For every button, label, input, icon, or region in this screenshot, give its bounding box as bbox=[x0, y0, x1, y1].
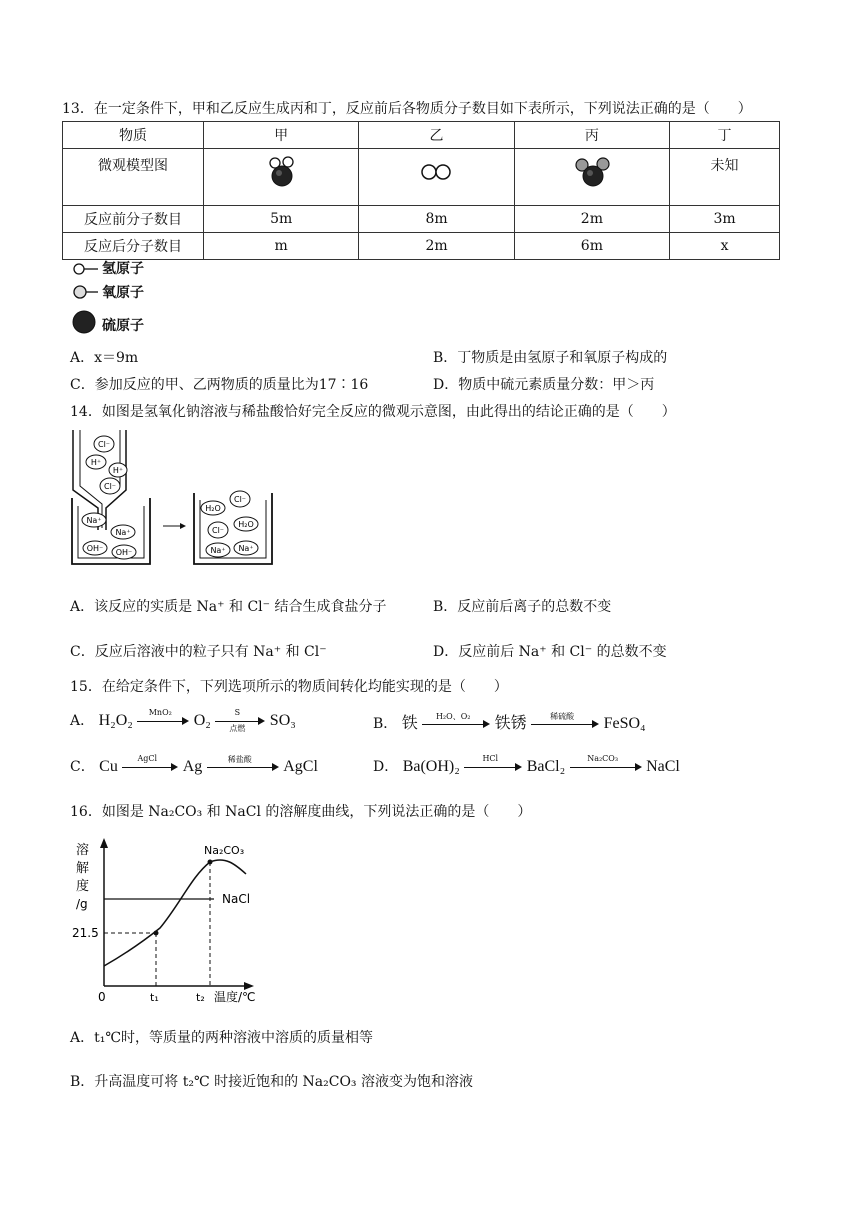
table-cell: 微观模型图 bbox=[63, 149, 204, 206]
table-cell: 反应前分子数目 bbox=[63, 206, 204, 233]
axis-label: 解 bbox=[76, 861, 90, 876]
arrow-condition: Na₂CO₃ bbox=[587, 754, 619, 763]
table-cell: 反应后分子数目 bbox=[63, 233, 204, 260]
ion-label: H⁺ bbox=[112, 466, 124, 475]
q16-option-b: B．升高温度可将 t₂℃ 时接近饱和的 Na₂CO₃ 溶液变为饱和溶液 bbox=[70, 1074, 473, 1090]
hydrogen-atom-icon bbox=[72, 261, 102, 277]
na2co3-label: Na₂CO₃ bbox=[204, 844, 245, 857]
ion-label: OH⁻ bbox=[86, 544, 104, 553]
q14-stem: 14．如图是氢氧化钠溶液与稀盐酸恰好完全反应的微观示意图，由此得出的结论正确的是（ ） bbox=[70, 404, 676, 420]
table-cell: x bbox=[670, 233, 780, 260]
ion-label: Cl⁻ bbox=[97, 440, 111, 449]
ion-label: H⁺ bbox=[90, 458, 102, 467]
q14-option-d: D．反应前后 Na⁺ 和 Cl⁻ 的总数不变 bbox=[433, 644, 667, 660]
ion-label: Cl⁻ bbox=[103, 482, 117, 491]
q13-option-c: C．参加反应的甲、乙两物质的质量比为17∶16 bbox=[70, 377, 369, 393]
table-row bbox=[63, 233, 780, 260]
q16-option-a: A．t₁℃时，等质量的两种溶液中溶质的质量相等 bbox=[70, 1030, 374, 1046]
ion-label: Na⁺ bbox=[115, 528, 131, 537]
ion-label: Na⁺ bbox=[238, 544, 254, 553]
q13-option-d: D．物质中硫元素质量分数：甲＞丙 bbox=[433, 377, 655, 393]
table-cell: 物质 bbox=[63, 122, 204, 149]
molecule-h2s-icon bbox=[261, 155, 301, 191]
substance: NaCl bbox=[646, 758, 680, 775]
table-cell: 5m bbox=[204, 206, 359, 233]
legend-label: 硫原子 bbox=[102, 318, 144, 334]
q14-option-b: B．反应前后离子的总数不变 bbox=[433, 599, 612, 615]
reaction-arrow bbox=[122, 754, 178, 774]
ion-label: OH⁻ bbox=[115, 548, 133, 557]
q15-option-a bbox=[70, 708, 296, 733]
q15-option-c bbox=[70, 756, 318, 776]
q16-stem: 16．如图是 Na₂CO₃ 和 NaCl 的溶解度曲线，下列说法正确的是（ ） bbox=[70, 804, 532, 820]
table-cell: 6m bbox=[514, 233, 669, 260]
y-tick-label: 21.5 bbox=[72, 926, 99, 940]
axis-label: 溶 bbox=[76, 843, 90, 858]
substance: Ag bbox=[182, 758, 203, 775]
reaction-arrow bbox=[570, 754, 642, 774]
x-tick-t1: t₁ bbox=[150, 991, 159, 1004]
substance: FeSO₄ bbox=[603, 715, 646, 732]
table-cell: 乙 bbox=[359, 122, 514, 149]
table-cell: 2m bbox=[514, 206, 669, 233]
ion-label: Cl⁻ bbox=[233, 495, 247, 504]
ion-label: Na⁺ bbox=[86, 516, 102, 525]
molecule-so2-icon bbox=[572, 155, 612, 191]
legend-label: 氧原子 bbox=[102, 285, 144, 301]
q15-stem: 15．在给定条件下，下列选项所示的物质间转化均能实现的是（ ） bbox=[70, 679, 508, 695]
substance: O₂ bbox=[193, 712, 211, 729]
option-label: B． bbox=[373, 716, 398, 732]
sulfur-atom-icon bbox=[72, 310, 102, 334]
arrow-condition: 稀盐酸 bbox=[227, 755, 252, 764]
table-row bbox=[63, 206, 780, 233]
arrow-condition: AgCl bbox=[137, 754, 158, 763]
q14-figure bbox=[68, 428, 278, 570]
q13-option-b: B．丁物质是由氢原子和氧原子构成的 bbox=[433, 350, 668, 366]
option-label: A． bbox=[70, 713, 95, 729]
table-cell: 8m bbox=[359, 206, 514, 233]
table-cell: 2m bbox=[359, 233, 514, 260]
solubility-graph bbox=[70, 836, 270, 1006]
option-label: D． bbox=[373, 759, 399, 775]
origin-label: 0 bbox=[98, 990, 106, 1004]
axis-label: /g bbox=[76, 897, 88, 911]
q14-option-a: A．该反应的实质是 Na⁺ 和 Cl⁻ 结合生成食盐分子 bbox=[70, 599, 387, 615]
q13-option-a: A．x＝9m bbox=[70, 350, 139, 366]
table-cell: m bbox=[204, 233, 359, 260]
nacl-label: NaCl bbox=[222, 892, 251, 906]
reaction-arrow bbox=[137, 708, 189, 728]
table-cell: 丁 bbox=[670, 122, 780, 149]
arrow-condition: HCl bbox=[482, 754, 499, 763]
option-label: C． bbox=[70, 759, 95, 775]
table-cell: 3m bbox=[670, 206, 780, 233]
table-row bbox=[63, 149, 780, 206]
arrow-condition: MnO₂ bbox=[148, 708, 172, 717]
ion-label: Na⁺ bbox=[210, 546, 226, 555]
table-cell: 丙 bbox=[514, 122, 669, 149]
molecule-bing-cell bbox=[514, 149, 669, 206]
legend-label: 氢原子 bbox=[102, 261, 144, 277]
arrow-condition: S bbox=[234, 708, 241, 717]
substance: BaCl₂ bbox=[526, 758, 566, 775]
reaction-arrow bbox=[207, 755, 279, 774]
oxygen-atom-icon bbox=[72, 283, 102, 301]
molecule-jia-cell bbox=[204, 149, 359, 206]
substance: 铁锈 bbox=[494, 715, 527, 732]
substance: H₂O₂ bbox=[98, 712, 133, 729]
ion-label: Cl⁻ bbox=[211, 526, 225, 535]
q14-option-c: C．反应后溶液中的粒子只有 Na⁺ 和 Cl⁻ bbox=[70, 644, 327, 660]
substance: Cu bbox=[99, 758, 118, 775]
q13-table bbox=[62, 121, 780, 260]
table-row bbox=[63, 122, 780, 149]
substance: SO₃ bbox=[269, 712, 296, 729]
molecule-o2-icon bbox=[417, 155, 457, 191]
reaction-arrow bbox=[215, 708, 265, 733]
ion-label: H₂O bbox=[205, 504, 221, 513]
q15-option-b bbox=[373, 710, 646, 733]
arrow-condition: H₂O、O₂ bbox=[435, 712, 471, 721]
x-tick-t2: t₂ bbox=[196, 991, 205, 1004]
reaction-arrow bbox=[464, 754, 522, 774]
arrow-condition: 点燃 bbox=[229, 724, 246, 733]
arrow-condition: 稀硫酸 bbox=[550, 712, 575, 721]
reaction-arrow bbox=[531, 712, 599, 731]
q15-option-d bbox=[373, 756, 680, 776]
substance: Ba(OH)₂ bbox=[402, 758, 460, 775]
molecule-yi-cell bbox=[359, 149, 514, 206]
axis-label: 度 bbox=[76, 879, 90, 894]
x-axis-label: 温度/℃ bbox=[214, 990, 256, 1004]
table-cell: 甲 bbox=[204, 122, 359, 149]
reaction-arrow bbox=[422, 712, 490, 731]
substance: AgCl bbox=[283, 758, 318, 775]
ion-label: H₂O bbox=[238, 520, 254, 529]
table-cell: 未知 bbox=[670, 149, 780, 206]
q13-stem: 13．在一定条件下，甲和乙反应生成丙和丁，反应前后各物质分子数目如下表所示，下列说法正确的是（ ） bbox=[62, 101, 752, 117]
substance: 铁 bbox=[401, 715, 418, 732]
